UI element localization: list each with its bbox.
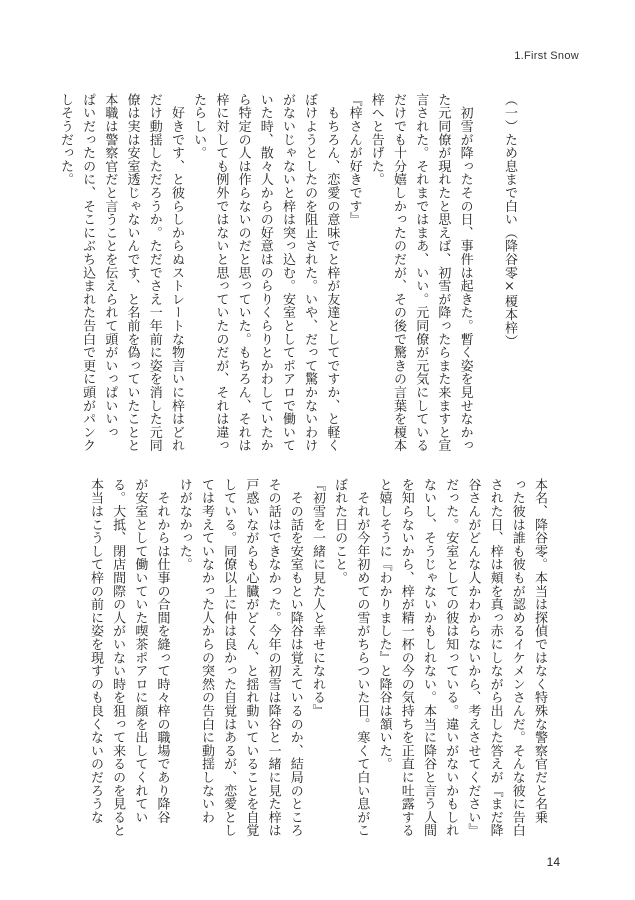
text-line: 本職は警察官だと言うことを伝えられて頭がいっぱいいっ — [102, 93, 118, 439]
text-line: た元同僚が現れたと思えば、初雪が降ったらまた来ますと宣 — [435, 93, 451, 453]
text-line: 『梓さんが好きです』 — [346, 93, 362, 226]
text-line: いた時、散々人からの好意はのらりくらりとかわしていたか — [257, 93, 273, 453]
text-line: それからは仕事の合間を縫って時々梓の職場であり降谷 — [154, 478, 170, 824]
upper-text-block — [57, 93, 520, 453]
text-line: しそうだった。 — [57, 93, 73, 187]
text-line: ら特定の人は作らないのだと思っていた。もちろん、それは — [235, 93, 251, 453]
text-line: を知らないから、梓が精一杯の今の気持ちを正直に吐露する — [398, 478, 414, 838]
text-line: された日、梓は頬を真っ赤にしながら出した答えが『まだ降 — [487, 478, 503, 838]
text-line: 初雪が降ったその日、事件は起きた。暫く姿を見せなかっ — [457, 93, 473, 453]
text-line: している。同僚以上に仲は良かった自覚はあるが、恋愛とし — [221, 478, 237, 838]
text-line: だった。安室としての彼は知っている。違いがないかもしれ — [443, 478, 459, 838]
text-line: たらしい。 — [191, 93, 207, 160]
text-line — [476, 93, 498, 441]
text-line: と嬉しそうに『わかりました』と降谷は頷いた。 — [376, 478, 392, 771]
text-line: ぼけようとしたのを阻止された。いや、だって驚かないわけ — [302, 93, 318, 453]
text-line: 好きです、と彼らしからぬストレートな物言いに梓はどれ — [168, 93, 184, 453]
lower-text-block — [80, 478, 550, 838]
text-line: ぼれた日のこと。 — [332, 478, 348, 585]
text-line: けがなかった。 — [176, 478, 192, 572]
text-line: 言された。それまではまあ、いい。元同僚が元気にしている — [413, 93, 429, 453]
text-line: ぱいだったのに、そこにぶち込まれた告白で更に頭がパンク — [80, 93, 96, 453]
text-line: 谷さんがどんな人かわからないから、考えさせてください』 — [465, 478, 481, 838]
text-line: る。大抵、閉店間際の人がいない時を狙って来るのを見ると — [110, 478, 126, 838]
text-line: それが今年初めての雪がちらついた日。寒くて白い息がこ — [354, 478, 370, 838]
text-line: 梓へと告げた。 — [368, 93, 384, 187]
text-line: その話を安室もとい降谷は覚えているのか、結局のところ — [287, 478, 303, 838]
text-line: （一）ため息まで白い（降谷零×榎本梓） — [502, 93, 517, 348]
text-line: 本当はこうして梓の前に姿を現すのも良くないのだろうな — [87, 478, 103, 824]
text-line: った彼は誰も彼もが認めるイケメンさんだ。そんな彼に告白 — [509, 478, 525, 838]
text-line: が安室として働いていた喫茶ポアロに顔を出してくれてい — [132, 478, 148, 824]
text-line: ては考えていなかった人からの突然の告白に動揺しないわ — [198, 478, 214, 824]
page-number: 14 — [546, 855, 560, 869]
text-line: 『初雪を一緒に見た人と幸せになれる』 — [309, 478, 325, 718]
text-line: だけ動揺しただろうか。ただでさえ一年前に姿を消した元同 — [146, 93, 162, 453]
text-line: だけでも十分嬉しかったのだが、その後で驚きの言葉を榎本 — [390, 93, 406, 453]
text-line: もちろん、恋愛の意味でと梓が友達としてですか、と軽く — [324, 93, 340, 453]
text-line: ないし、そうじゃないかもしれない。本当に降谷と言う人間 — [420, 478, 436, 838]
text-line: その話はできなかった。今年の初雪は降谷と一緒に見た梓は — [265, 478, 281, 838]
chapter-running-header: 1.First Snow — [514, 50, 579, 62]
text-line: 僚は実は安室透じゃないんです、と名前を偽っていたことと — [124, 93, 140, 453]
text-line: がないじゃないと梓は突っ込む。安室としてポアロで働いて — [279, 93, 295, 453]
text-line: 梓に対しても例外ではないと思っていたのだが、それは違っ — [213, 93, 229, 453]
text-line: 戸惑いながらも心臓がどくん、と揺れ動いていることを自覚 — [243, 478, 259, 838]
text-line: 本名、降谷零。本当は探偵ではなく特殊な警察官だと名乗 — [532, 478, 547, 824]
